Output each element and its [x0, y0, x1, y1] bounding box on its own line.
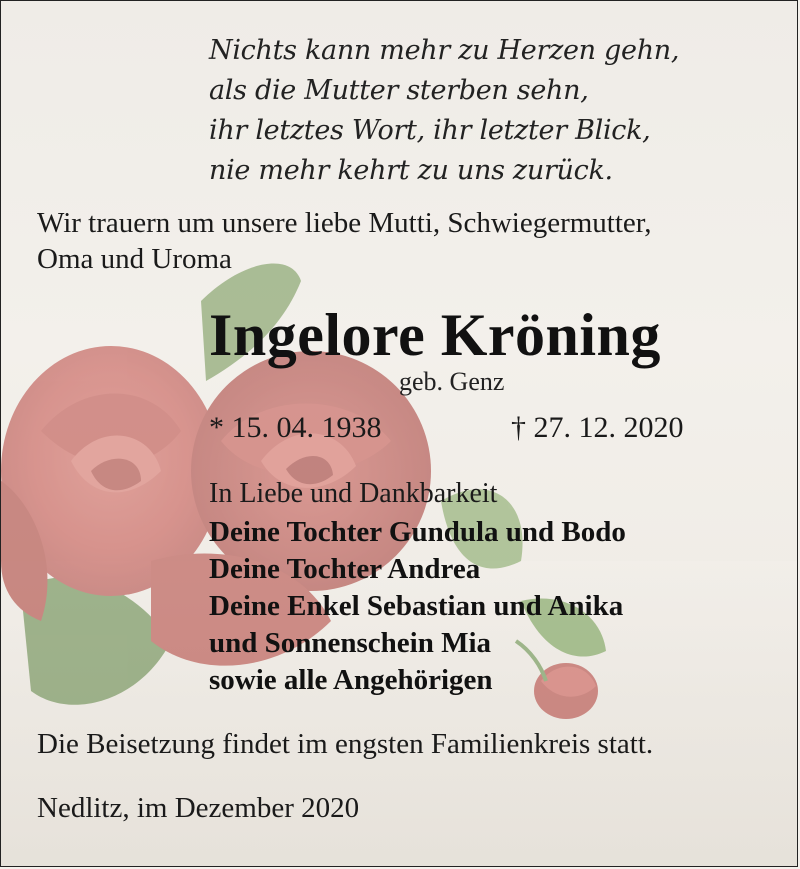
verse-line: als die Mutter sterben sehn, — [209, 75, 589, 106]
mourner-line: Deine Tochter Andrea — [209, 553, 481, 585]
intro-line: Oma und Uroma — [37, 243, 232, 275]
mourner-line: Deine Enkel Sebastian und Anika — [209, 590, 624, 622]
burial-note: Die Beisetzung findet im engsten Familienkreis statt. — [37, 728, 654, 760]
death-date: † 27. 12. 2020 — [511, 411, 684, 444]
intro-line: Wir trauern um unsere liebe Mutti, Schwiegermutter, — [37, 207, 652, 239]
dedication: In Liebe und Dankbarkeit — [209, 478, 498, 509]
verse-line: ihr letztes Wort, ihr letzter Blick, — [209, 115, 651, 146]
place-date: Nedlitz, im Dezember 2020 — [37, 792, 360, 824]
birth-name: geb. Genz — [399, 367, 505, 396]
mourner-line: und Sonnenschein Mia — [209, 627, 492, 659]
mourners-list — [209, 514, 626, 699]
verse — [209, 31, 679, 191]
mourner-line: sowie alle Angehörigen — [209, 664, 493, 696]
deceased-name: Ingelore Kröning — [209, 302, 661, 368]
birth-date: * 15. 04. 1938 — [209, 411, 382, 444]
verse-line: Nichts kann mehr zu Herzen gehn, — [209, 35, 680, 66]
intro-text — [37, 205, 652, 277]
mourner-line: Deine Tochter Gundula und Bodo — [209, 516, 626, 548]
verse-line: nie mehr kehrt zu uns zurück. — [209, 155, 613, 186]
